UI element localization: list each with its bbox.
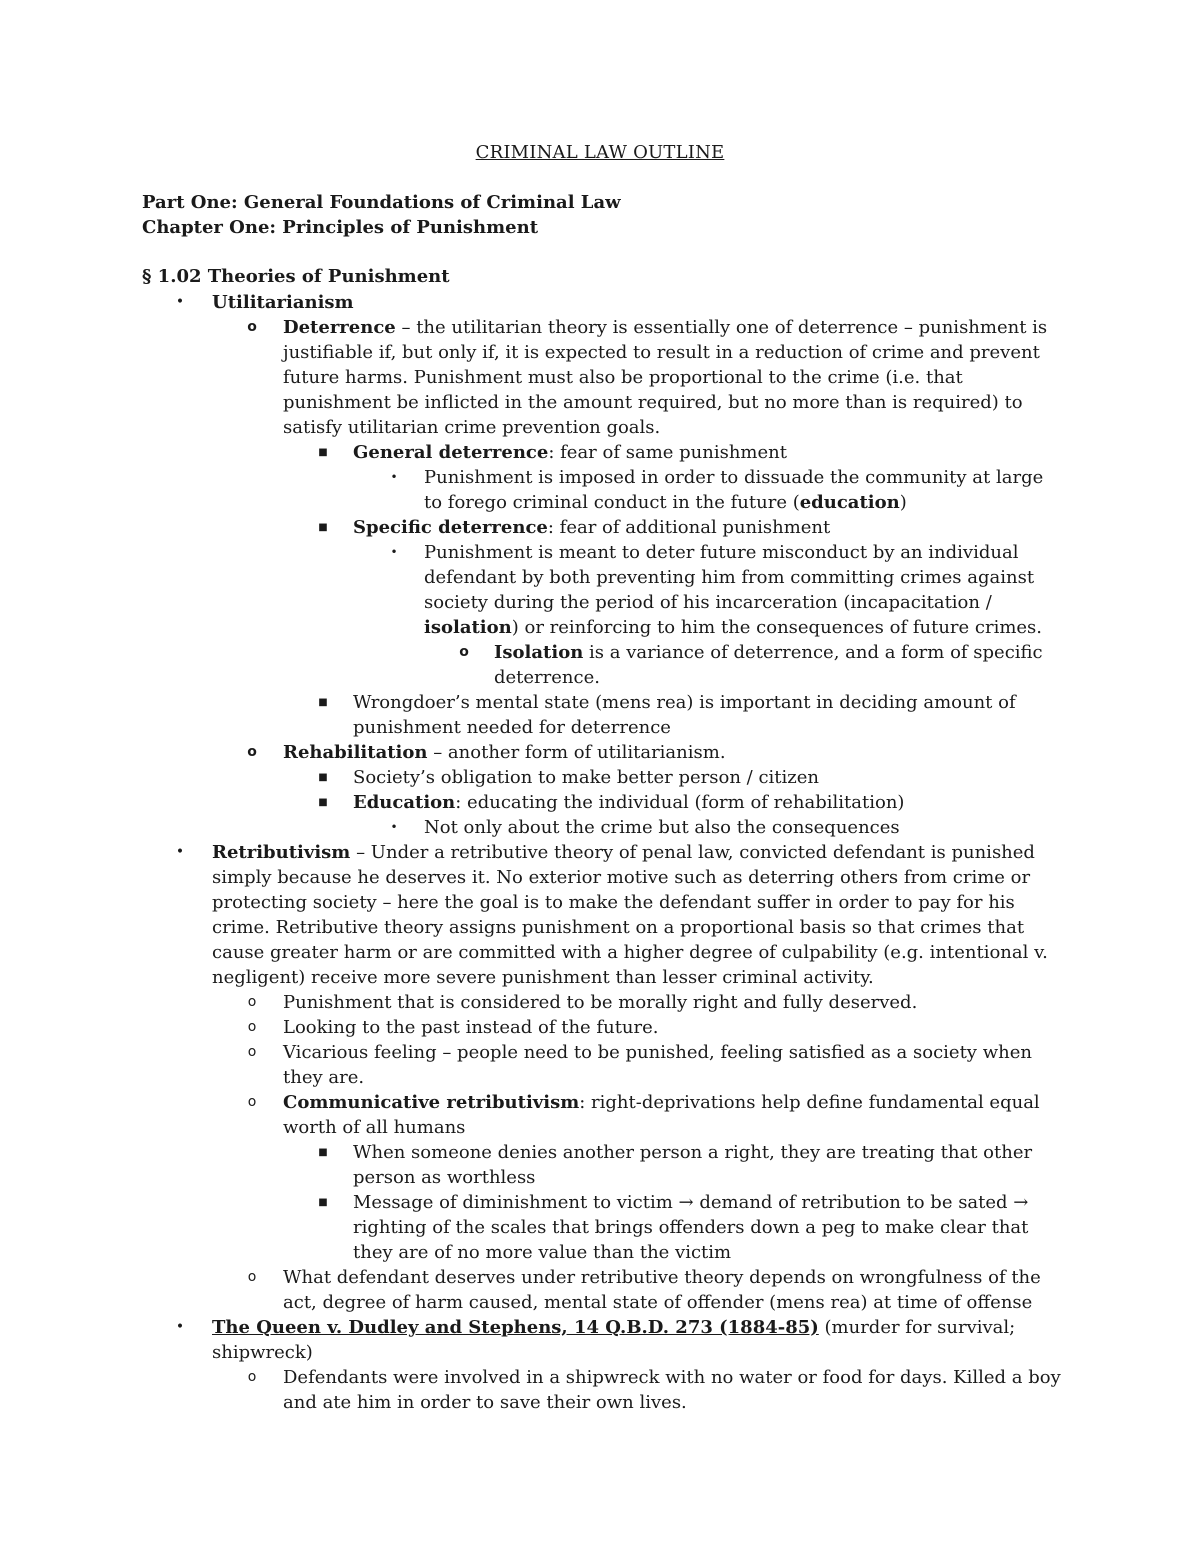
dot-marker: •: [390, 470, 398, 484]
rehabilitation-text: – another form of utilitarianism.: [427, 742, 726, 763]
utilitarianism-heading: Utilitarianism: [212, 292, 354, 313]
general-detail-pre: Punishment is imposed in order to dissuade the community at large to forego criminal conduct in the future (: [424, 467, 1044, 513]
list-item-education: [0, 790, 1063, 815]
list-item-communicative-retributivism: [0, 1090, 1063, 1140]
dot-marker: •: [390, 545, 398, 559]
list-item-retributivism-point-3: [0, 1040, 1063, 1090]
circle-marker: o: [247, 994, 257, 1010]
list-item-retributivism-point-1: [0, 990, 1063, 1015]
communicative-sub-2-part-b: demand of retribution to be sated: [693, 1192, 1014, 1213]
arrow-right-icon: →: [1013, 1192, 1029, 1213]
list-item-specific-deterrence: [0, 515, 1063, 540]
education-text: : educating the individual (form of rehabilitation): [455, 792, 905, 813]
list-item-retributivism: [0, 840, 1062, 990]
list-item-retributivism-point-2: [0, 1015, 1063, 1040]
communicative-text: : right-deprivations help define fundamental equal worth of all humans: [283, 1092, 1040, 1138]
dot-marker: •: [390, 820, 398, 834]
square-marker: ■: [318, 797, 328, 808]
communicative-term: Communicative retributivism: [283, 1092, 580, 1113]
general-detail-bold: education: [799, 492, 900, 513]
retributivism-point-3-text: Vicarious feeling – people need to be punished, feeling satisfied as a society when they are.: [283, 1042, 1032, 1088]
list-item-case-facts: [0, 1365, 1063, 1415]
circle-marker: o: [459, 644, 469, 660]
communicative-sub-1-text: When someone denies another person a right, they are treating that other person as worthless: [353, 1142, 1033, 1188]
retributivism-term: Retributivism: [212, 842, 351, 863]
retributivism-point-5-text: What defendant deserves under retributive theory depends on wrongfulness of the act, degree of harm caused, mental state of offender (mens rea) at time of offense: [283, 1267, 1041, 1313]
specific-detail-bold: isolation: [424, 617, 512, 638]
general-deterrence-term: General deterrence: [353, 442, 549, 463]
case-name: The Queen v. Dudley and Stephens, 14 Q.B.D. 273 (1884-85): [212, 1317, 819, 1338]
bullet-marker: •: [175, 844, 185, 860]
list-item-utilitarianism: [0, 290, 1062, 315]
circle-marker: o: [247, 1269, 257, 1285]
isolation-term: Isolation: [494, 642, 584, 663]
square-marker: ■: [318, 1147, 328, 1158]
list-item-mens-rea: [0, 690, 1063, 740]
list-item-communicative-sub-2: [0, 1190, 1063, 1265]
list-item-retributivism-point-5: [0, 1265, 1063, 1315]
square-marker: ■: [318, 1197, 328, 1208]
specific-deterrence-text: : fear of additional punishment: [547, 517, 831, 538]
circle-marker: o: [247, 1369, 257, 1385]
retributivism-point-2-text: Looking to the past instead of the future.: [283, 1017, 659, 1038]
mens-rea-text: Wrongdoer’s mental state (mens rea) is important in deciding amount of punishment needed for deterrence: [353, 692, 1016, 738]
circle-marker: o: [247, 319, 257, 335]
deterrence-term: Deterrence: [283, 317, 396, 338]
case-note: (murder for survival; shipwreck): [212, 1317, 1016, 1363]
document-title: CRIMINAL LAW OUTLINE: [475, 142, 725, 163]
isolation-text: is a variance of deterrence, and a form of specific deterrence.: [494, 642, 1043, 688]
outline-body: [0, 290, 1200, 1415]
education-detail-text: Not only about the crime but also the consequences: [424, 817, 900, 838]
list-item-specific-deterrence-detail: [0, 540, 1064, 640]
chapter-heading: Chapter One: Principles of Punishment: [142, 217, 539, 238]
list-item-communicative-sub-1: [0, 1140, 1063, 1190]
retributivism-point-1-text: Punishment that is considered to be morally right and fully deserved.: [283, 992, 918, 1013]
list-item-case: [0, 1315, 1062, 1365]
list-item-rehabilitation: [0, 740, 1063, 765]
bullet-marker: •: [175, 1319, 185, 1335]
square-marker: ■: [318, 772, 328, 783]
rehabilitation-term: Rehabilitation: [283, 742, 428, 763]
square-marker: ■: [318, 522, 328, 533]
section-heading: § 1.02 Theories of Punishment: [142, 266, 450, 287]
general-detail-post: ): [899, 492, 907, 513]
bullet-marker: •: [175, 294, 185, 310]
specific-detail-post: ) or reinforcing to him the consequences of future crimes.: [511, 617, 1043, 638]
list-item-deterrence: [0, 315, 1063, 440]
case-facts-text: Defendants were involved in a shipwreck with no water or food for days. Killed a boy and ate him in order to save their own lives.: [283, 1367, 1061, 1413]
list-item-education-detail: [0, 815, 1064, 840]
specific-deterrence-term: Specific deterrence: [353, 517, 548, 538]
retributivism-text: – Under a retributive theory of penal law, convicted defendant is punished simply because he deserves it. No exterior motive such as deterring others from crime or protecting society – here the goal is to make the defendant suffer in order to pay for his crime. Retributive theory assigns punishment on a proportional basis so that crimes that cause greater harm or are committed with a higher degree of culpability (e.g. intentional v. negligent) receive more severe punishment than lesser criminal activity.: [212, 842, 1048, 988]
list-item-isolation: [0, 640, 1064, 690]
list-item-obligation: [0, 765, 1063, 790]
communicative-sub-2-part-a: Message of diminishment to victim: [353, 1192, 679, 1213]
communicative-sub-2-part-c: righting of the scales that brings offenders down a peg to make clear that they are of no more value than the victim: [353, 1217, 1029, 1263]
arrow-right-icon: →: [678, 1192, 694, 1213]
square-marker: ■: [318, 447, 328, 458]
part-heading: Part One: General Foundations of Criminal Law: [142, 192, 621, 213]
list-item-general-deterrence: [0, 440, 1063, 465]
specific-detail-pre: Punishment is meant to deter future misconduct by an individual defendant by both preventing him from committing crimes against society during the period of his incarceration (incapacitation /: [424, 542, 1035, 613]
deterrence-text: – the utilitarian theory is essentially one of deterrence – punishment is justifiable if, but only if, it is expected to result in a reduction of crime and prevent future harms. Punishment must also be proportional to the crime (i.e. that punishment be inflicted in the amount required, but no more than is required) to satisfy utilitarian crime prevention goals.: [283, 317, 1048, 438]
circle-marker: o: [247, 1044, 257, 1060]
circle-marker: o: [247, 1094, 257, 1110]
obligation-text: Society’s obligation to make better person / citizen: [353, 767, 820, 788]
education-term: Education: [353, 792, 456, 813]
list-item-general-deterrence-detail: [0, 465, 1064, 515]
circle-marker: o: [247, 744, 257, 760]
circle-marker: o: [247, 1019, 257, 1035]
general-deterrence-text: : fear of same punishment: [548, 442, 787, 463]
square-marker: ■: [318, 697, 328, 708]
